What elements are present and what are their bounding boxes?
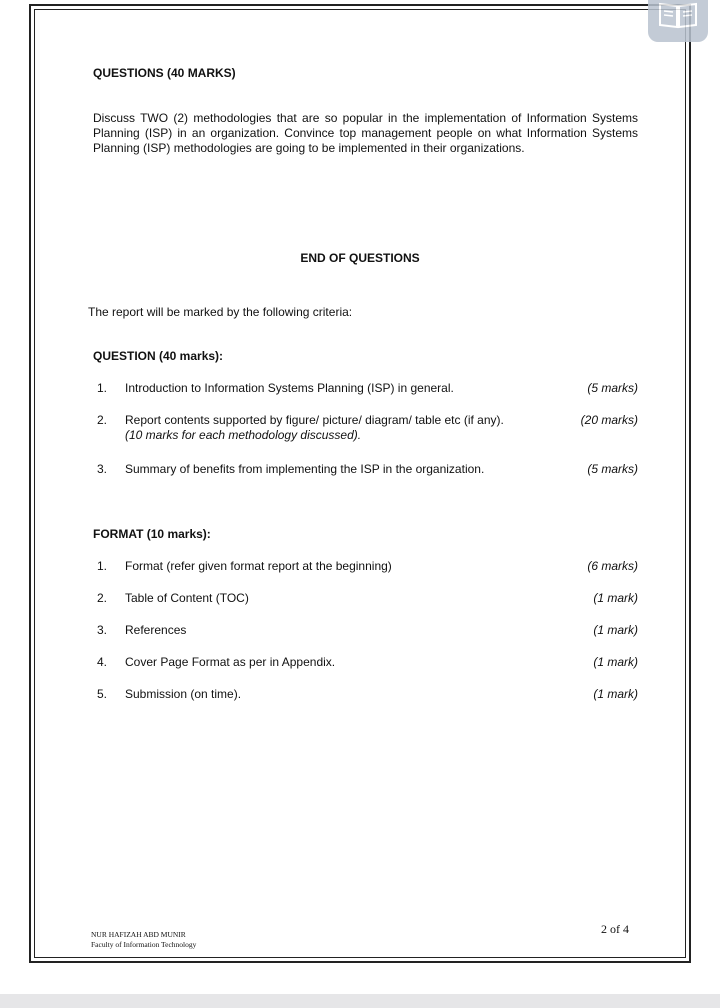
item-number: 3. xyxy=(97,462,108,476)
author-name: NUR HAFIZAH ABD MUNIR xyxy=(91,930,186,939)
item-number: 1. xyxy=(97,559,108,573)
item-text: Format (refer given format report at the beginning) xyxy=(125,559,392,573)
item-number: 4. xyxy=(97,655,108,669)
item-marks: (1 mark) xyxy=(593,687,638,701)
book-reader-icon xyxy=(657,0,699,30)
item-number: 2. xyxy=(97,413,108,427)
reader-mode-button[interactable] xyxy=(648,0,708,42)
item-marks: (20 marks) xyxy=(580,413,638,427)
item-marks: (5 marks) xyxy=(587,381,638,395)
item-marks: (1 mark) xyxy=(593,623,638,637)
item-text: Table of Content (TOC) xyxy=(125,591,249,605)
item-text: Summary of benefits from implementing the ISP in the organization. xyxy=(125,462,485,476)
item-text: Submission (on time). xyxy=(125,687,242,701)
item-subtext: (10 marks for each methodology discussed). xyxy=(125,428,362,442)
question-text: Discuss TWO (2) methodologies that are so popular in the implementation of Information Systems Planning (ISP) in an organization. Convince top management people on what Information Systems Planning (ISP) methodologies are going to be implemented in their organizations. xyxy=(93,111,638,155)
item-text: Report contents supported by figure/ picture/ diagram/ table etc (if any). xyxy=(125,413,504,427)
item-text: Cover Page Format as per in Appendix. xyxy=(125,655,336,669)
format-section-title: FORMAT (10 marks): xyxy=(93,527,211,541)
item-number: 3. xyxy=(97,623,108,637)
item-text: References xyxy=(125,623,187,637)
questions-heading: QUESTIONS (40 MARKS) xyxy=(93,66,236,80)
item-marks: (6 marks) xyxy=(587,559,638,573)
item-marks: (5 marks) xyxy=(587,462,638,476)
item-number: 2. xyxy=(97,591,108,605)
item-marks: (1 mark) xyxy=(593,591,638,605)
end-of-questions-heading: END OF QUESTIONS xyxy=(300,251,420,265)
item-text: Introduction to Information Systems Planning (ISP) in general. xyxy=(125,381,454,395)
item-text-block xyxy=(125,413,555,443)
item-number: 5. xyxy=(97,687,108,701)
page-number: 2 of 4 xyxy=(601,922,629,936)
item-number: 1. xyxy=(97,381,108,395)
item-marks: (1 mark) xyxy=(593,655,638,669)
footer-author xyxy=(91,930,196,950)
viewer-bottom-bar xyxy=(0,994,720,1008)
criteria-intro: The report will be marked by the following criteria: xyxy=(88,305,353,319)
question-section-title: QUESTION (40 marks): xyxy=(93,349,224,363)
author-faculty: Faculty of Information Technology xyxy=(91,940,197,949)
